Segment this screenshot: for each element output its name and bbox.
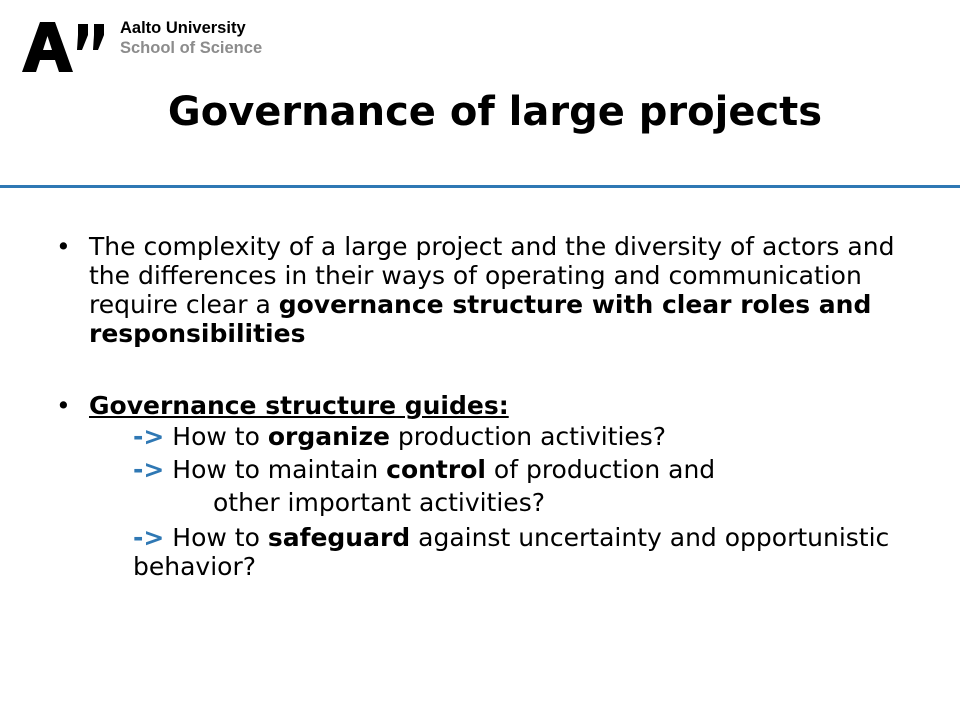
title-divider	[0, 185, 960, 188]
question-keyword: organize	[267, 422, 390, 451]
question-text-pre: How to	[164, 523, 268, 552]
bullet-complexity	[56, 232, 936, 348]
question-keyword: safeguard	[267, 523, 411, 552]
question-text-post: production activities?	[389, 422, 667, 451]
bullet-dot-icon: •	[56, 391, 71, 420]
bullet-complexity-emphasis: governance structure with clear roles and responsibilities	[89, 290, 872, 348]
question-text-post: against uncertainty and opportunistic behavior?	[133, 523, 890, 581]
slide-body	[56, 232, 936, 581]
bullet-complexity-text: The complexity of a large project and the diversity of actors and the differences in their ways of operating and communication require clear a	[89, 232, 895, 319]
guide-question-control	[56, 453, 936, 486]
guide-question-safeguard	[56, 523, 936, 581]
guides-heading: Governance structure guides:	[89, 391, 509, 420]
question-text-post: of production and	[485, 455, 716, 484]
logo-university-name: Aalto University	[120, 19, 246, 37]
arrow-icon: ->	[133, 523, 165, 552]
question-keyword: control	[386, 455, 486, 484]
aalto-logo	[22, 16, 292, 76]
aalto-a-logo-icon	[22, 16, 122, 76]
question-text-pre: How to	[164, 422, 268, 451]
guide-question-control-continuation: other important activities?	[213, 488, 545, 517]
bullet-governance-guides	[56, 391, 936, 420]
logo-school-name: School of Science	[120, 39, 263, 57]
logo-wordmark	[120, 18, 262, 58]
bullet-dot-icon: •	[56, 232, 71, 261]
slide-title: Governance of large projects	[167, 89, 823, 135]
arrow-icon: ->	[133, 422, 165, 451]
question-text-pre: How to maintain	[164, 455, 387, 484]
arrow-icon: ->	[133, 455, 165, 484]
guide-question-organize	[56, 420, 936, 453]
